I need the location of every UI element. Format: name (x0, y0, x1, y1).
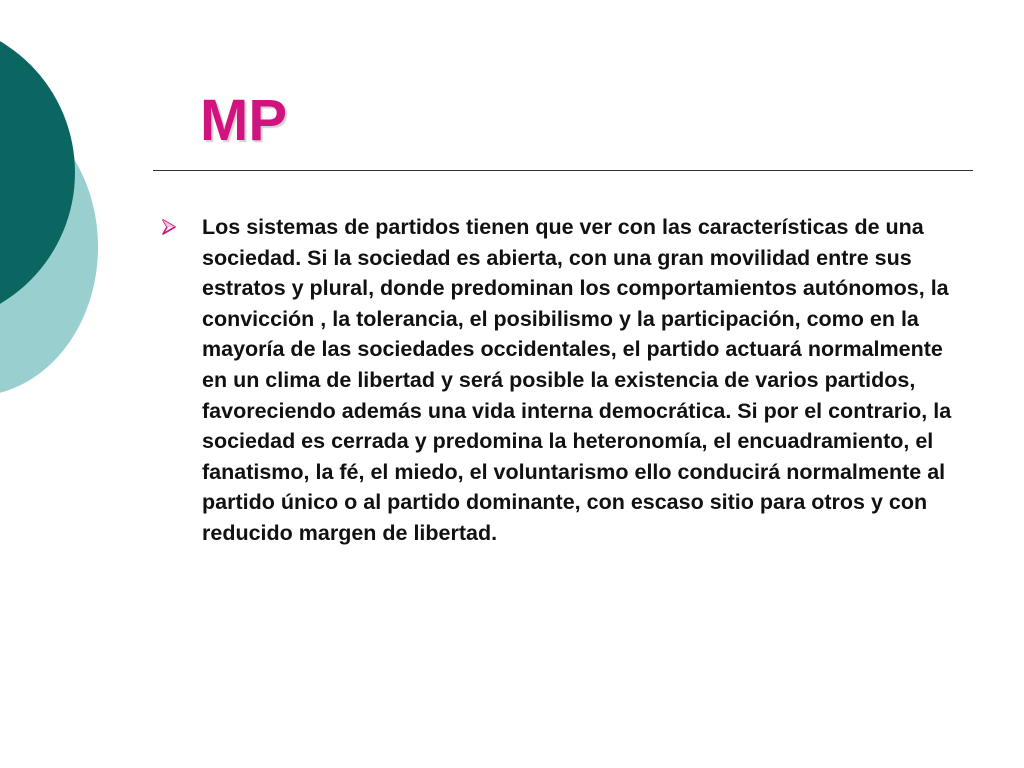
title-divider (153, 170, 973, 171)
bullet-text: Los sistemas de partidos tienen que ver con las características de una sociedad. Si la sociedad es abierta, con una gran movilidad entre sus estratos y plural, donde predominan los comportamientos autónomos, la convicción , la tolerancia, el posibilismo y la participación, como en la mayoría de las sociedades occidentales, el partido actuará normalmente en un clima de libertad y será posible la existencia de varios partidos, favoreciendo además una vida interna democrática. Si por el contrario, la sociedad es cerrada y predomina la heteronomía, el encuadramiento, el fanatismo, la fé, el miedo, el voluntarismo ello conducirá normalmente al partido único o al partido dominante, con escaso sitio para otros y con reducido margen de libertad. (202, 215, 952, 545)
slide-title: MP (200, 88, 287, 153)
arrowhead-bullet-icon (162, 219, 176, 235)
